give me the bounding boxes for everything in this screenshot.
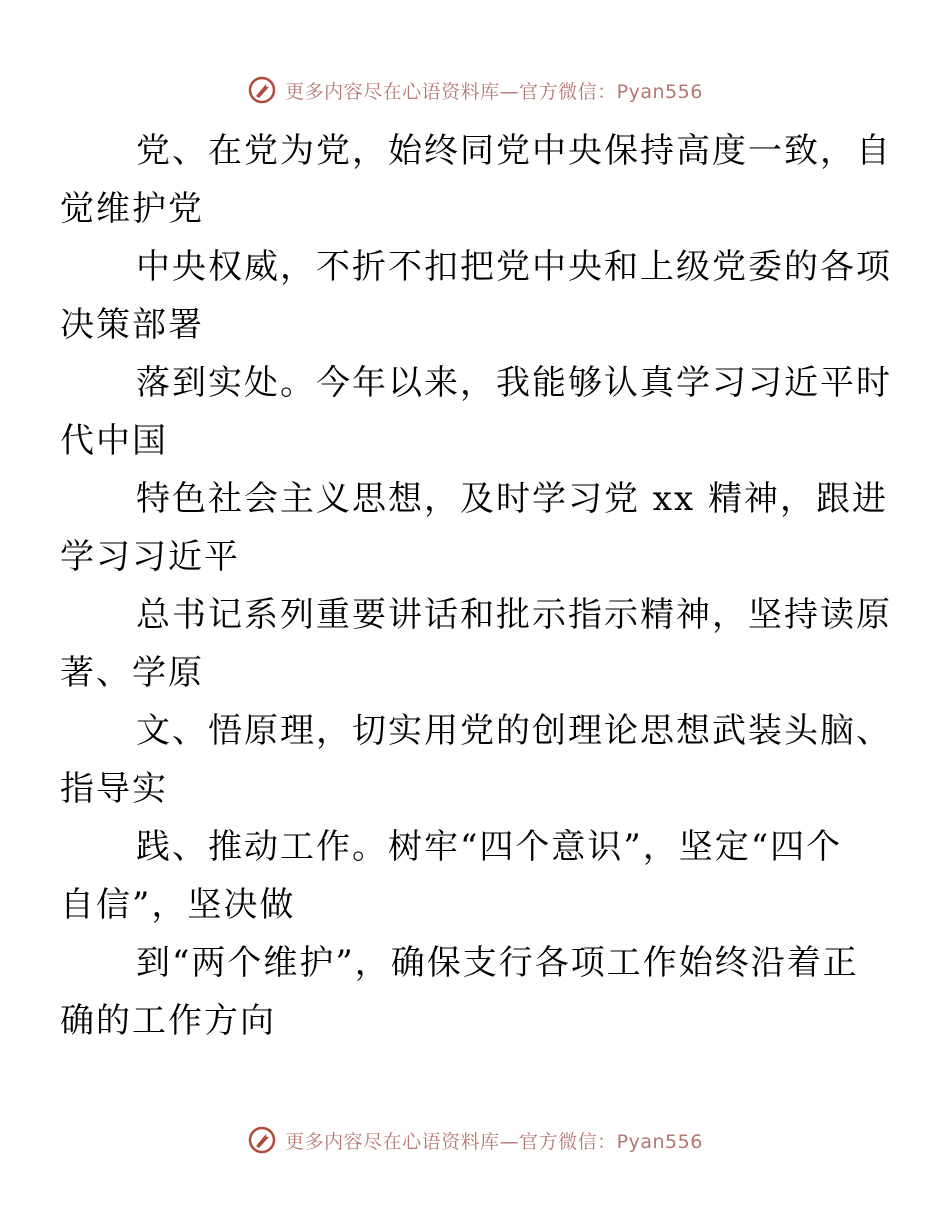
paragraph-line: 到“两个维护”，确保支行各项工作始终沿着正 bbox=[136, 943, 859, 983]
header-watermark bbox=[0, 70, 950, 110]
paragraph-line: 自信”，坚决做 bbox=[60, 885, 296, 925]
paragraph-line: 特色社会主义思想，及时学习党 xx 精神，跟进 bbox=[136, 479, 888, 519]
paragraph-line: 总书记系列重要讲话和批示指示精神，坚持读原 bbox=[136, 595, 892, 635]
paragraph-line: 觉维护党 bbox=[60, 189, 204, 229]
pen-nib-seal-icon bbox=[247, 75, 277, 105]
pen-nib-seal-icon bbox=[247, 1125, 277, 1155]
paragraph bbox=[60, 934, 859, 1050]
paragraph-line: 党、在党为党，始终同党中央保持高度一致，自 bbox=[136, 131, 892, 171]
paragraph-line: 著、学原 bbox=[60, 653, 204, 693]
paragraph bbox=[60, 354, 892, 470]
paragraph-line: 确的工作方向 bbox=[60, 1001, 276, 1041]
paragraph-line: 决策部署 bbox=[60, 305, 204, 345]
paragraph-line: 中央权威，不折不扣把党中央和上级党委的各项 bbox=[136, 247, 892, 287]
paragraph-line: 落到实处。今年以来，我能够认真学习习近平时 bbox=[136, 363, 892, 403]
paragraph bbox=[60, 238, 892, 354]
paragraph bbox=[60, 122, 892, 238]
paragraph bbox=[60, 470, 888, 586]
watermark-text: 更多内容尽在心语资料库—官方微信：Pyan556 bbox=[285, 80, 703, 103]
paragraph bbox=[60, 702, 892, 818]
paragraph-line: 代中国 bbox=[60, 421, 168, 461]
paragraph bbox=[60, 818, 858, 934]
paragraph bbox=[60, 586, 892, 702]
paragraph-line: 践、推动工作。树牢“四个意识”，坚定“四个 bbox=[136, 827, 843, 867]
watermark-text: 更多内容尽在心语资料库—官方微信：Pyan556 bbox=[285, 1130, 703, 1153]
paragraph-line: 文、悟原理，切实用党的创理论思想武装头脑、 bbox=[136, 711, 892, 751]
paragraph-line: 学习习近平 bbox=[60, 537, 240, 577]
paragraph-line: 指导实 bbox=[60, 769, 168, 809]
document-body bbox=[60, 122, 892, 1050]
footer-watermark bbox=[0, 1120, 950, 1160]
